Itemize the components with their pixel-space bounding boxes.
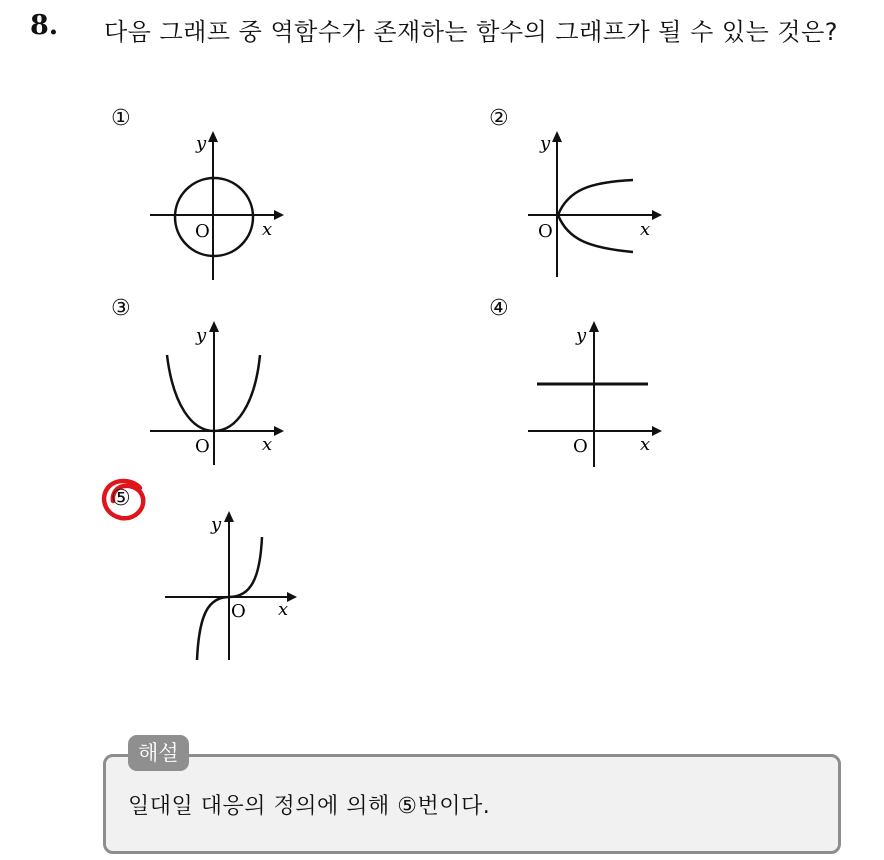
- x-axis-arrow: [274, 426, 284, 436]
- choice-label-4[interactable]: ④: [489, 296, 509, 321]
- choice-graph-3: [140, 315, 290, 475]
- y-axis-arrow: [209, 321, 219, 332]
- y-axis-label: y: [211, 514, 222, 535]
- y-axis-label: y: [196, 133, 207, 154]
- solution-text: 일대일 대응의 정의에 의해 ⑤번이다.: [128, 794, 491, 819]
- choice-graph-1: [140, 125, 290, 285]
- choice-graph-4: [520, 315, 670, 475]
- x-axis-arrow: [287, 592, 297, 602]
- x-axis-arrow: [274, 210, 284, 220]
- origin-label: O: [195, 221, 210, 242]
- choice-graph-5: [160, 505, 310, 665]
- y-axis-arrow: [552, 131, 562, 142]
- origin-label: O: [538, 221, 553, 242]
- y-axis-arrow: [224, 511, 234, 522]
- y-axis-arrow: [589, 321, 599, 332]
- choice-label-5[interactable]: ⑤: [111, 486, 131, 511]
- origin-label: O: [195, 436, 210, 457]
- y-axis-label: y: [540, 133, 551, 154]
- choice-graph-2: [520, 125, 670, 285]
- x-axis-label: x: [262, 219, 273, 240]
- x-axis-label: x: [640, 434, 651, 455]
- y-axis-label: y: [576, 325, 587, 346]
- x-axis-arrow: [652, 210, 662, 220]
- origin-label: O: [573, 436, 588, 457]
- origin-label: O: [231, 601, 246, 622]
- question-number: 8.: [30, 10, 59, 41]
- x-axis-arrow: [652, 426, 662, 436]
- solution-tab: 해설: [128, 735, 189, 771]
- choice-label-2[interactable]: ②: [489, 106, 509, 131]
- choice-label-3[interactable]: ③: [111, 296, 131, 321]
- x-axis-label: x: [640, 219, 651, 240]
- y-axis-label: y: [196, 325, 207, 346]
- choice-label-1[interactable]: ①: [111, 106, 131, 131]
- x-axis-label: x: [262, 434, 273, 455]
- question-text: 다음 그래프 중 역함수가 존재하는 함수의 그래프가 될 수 있는 것은?: [104, 18, 838, 46]
- y-axis-arrow: [208, 131, 218, 142]
- x-axis-label: x: [278, 599, 289, 620]
